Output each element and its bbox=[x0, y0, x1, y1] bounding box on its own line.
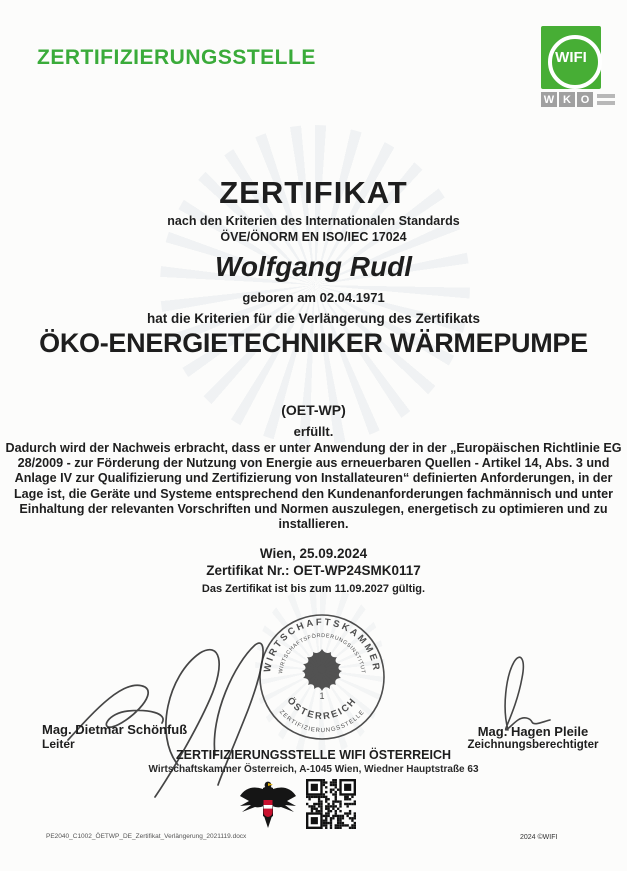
wifi-logo-icon bbox=[541, 26, 601, 89]
qualification-code: (OET-WP) bbox=[281, 402, 346, 418]
wko-logo-icon bbox=[541, 92, 619, 107]
page-title: ZERTIFIZIERUNGSSTELLE bbox=[37, 46, 316, 69]
standard-line-2: ÖVE/ÖNORM EN ISO/IEC 17024 bbox=[220, 230, 407, 244]
body-line: Einhaltung der relevanten Vorschriften und Normen auszulegen, energetisch zu optimieren und zu bbox=[19, 501, 608, 516]
holder-name: Wolfgang Rudl bbox=[215, 251, 412, 282]
copyright-text: 2024 ©WIFI bbox=[520, 834, 558, 841]
validity-line: Das Zertifikat ist bis zum 11.09.2027 gültig. bbox=[201, 583, 426, 595]
seal-number: 1 bbox=[319, 691, 325, 701]
document-file-name: PE2040_C1002_ÖETWP_DE_Zertifikat_Verlängerung_2021119.docx bbox=[46, 833, 247, 840]
fulfilled-line: erfüllt. bbox=[293, 424, 334, 439]
body-paragraph bbox=[0, 441, 627, 532]
seal-inner-bottom-text: ÖSTERREICH bbox=[284, 695, 360, 723]
wko-letter: W bbox=[541, 92, 557, 107]
body-line: Lage ist, die Geräte und Systeme entsprechend den Kundenanforderungen fachmännisch und unter bbox=[13, 486, 613, 501]
wifi-logo-text: WIFI bbox=[555, 49, 587, 66]
seal-eagle-icon bbox=[302, 649, 342, 691]
qualification-title: ÖKO-ENERGIETECHNIKER WÄRMEPUMPE bbox=[39, 328, 588, 358]
seal-outer-top-text: WIRTSCHAFTSKAMMER bbox=[262, 616, 382, 674]
coat-of-arms-icon bbox=[238, 778, 298, 834]
body-line: Anlage IV zur Qualifizierung und Zertifizierung von Installateuren“ definierten Anforderungen, in der bbox=[14, 471, 613, 486]
signer-right-role: Zeichnungsberechtigter bbox=[467, 739, 599, 751]
signer-right-name: Mag. Hagen Pleile bbox=[477, 724, 589, 739]
body-line: Dadurch wird der Nachweis erbracht, dass er unter Anwendung der in der „Europäischen Richtlinie EG bbox=[5, 441, 622, 455]
wko-letter: K bbox=[559, 92, 575, 107]
wko-letter: O bbox=[577, 92, 593, 107]
shield-icon bbox=[264, 800, 273, 817]
footer-address: Wirtschaftskammer Österreich, A-1045 Wien, Wiedner Hauptstraße 63 bbox=[148, 764, 479, 775]
qr-code bbox=[306, 779, 356, 829]
eagle-watermark-icon bbox=[160, 125, 470, 445]
certificate-title: ZERTIFIKAT bbox=[219, 175, 408, 210]
seal-inner-top-text: WIRTSCHAFTSFÖRDERUNGSINSTITUT bbox=[278, 632, 366, 675]
wifi-wko-logo bbox=[541, 26, 619, 107]
signer-left-name: Mag. Dietmar Schönfuß bbox=[42, 722, 188, 737]
body-line: installieren. bbox=[278, 517, 349, 532]
place-date: Wien, 25.09.2024 bbox=[259, 546, 368, 561]
certificate-number: Zertifikat Nr.: OET-WP24SMK0117 bbox=[206, 563, 421, 578]
body-line: 28/2009 - zur Förderung der Nutzung von Energie aus erneuerbaren Quellen - Artikel 14, Abs. 3 und bbox=[17, 456, 610, 471]
criteria-line: hat die Kriterien für die Verlängerung des Zertifikats bbox=[146, 311, 481, 326]
footer-org: ZERTIFIZIERUNGSSTELLE WIFI ÖSTERREICH bbox=[176, 748, 451, 762]
wko-bars-icon bbox=[597, 94, 615, 105]
seal-outer-bottom-text: ZERTIFIZIERUNGSSTELLE bbox=[277, 709, 367, 735]
signer-left-role: Leiter bbox=[42, 737, 75, 751]
standard-line-1: nach den Kriterien des Internationalen Standards bbox=[167, 214, 460, 228]
birth-date: geboren am 02.04.1971 bbox=[242, 290, 385, 305]
